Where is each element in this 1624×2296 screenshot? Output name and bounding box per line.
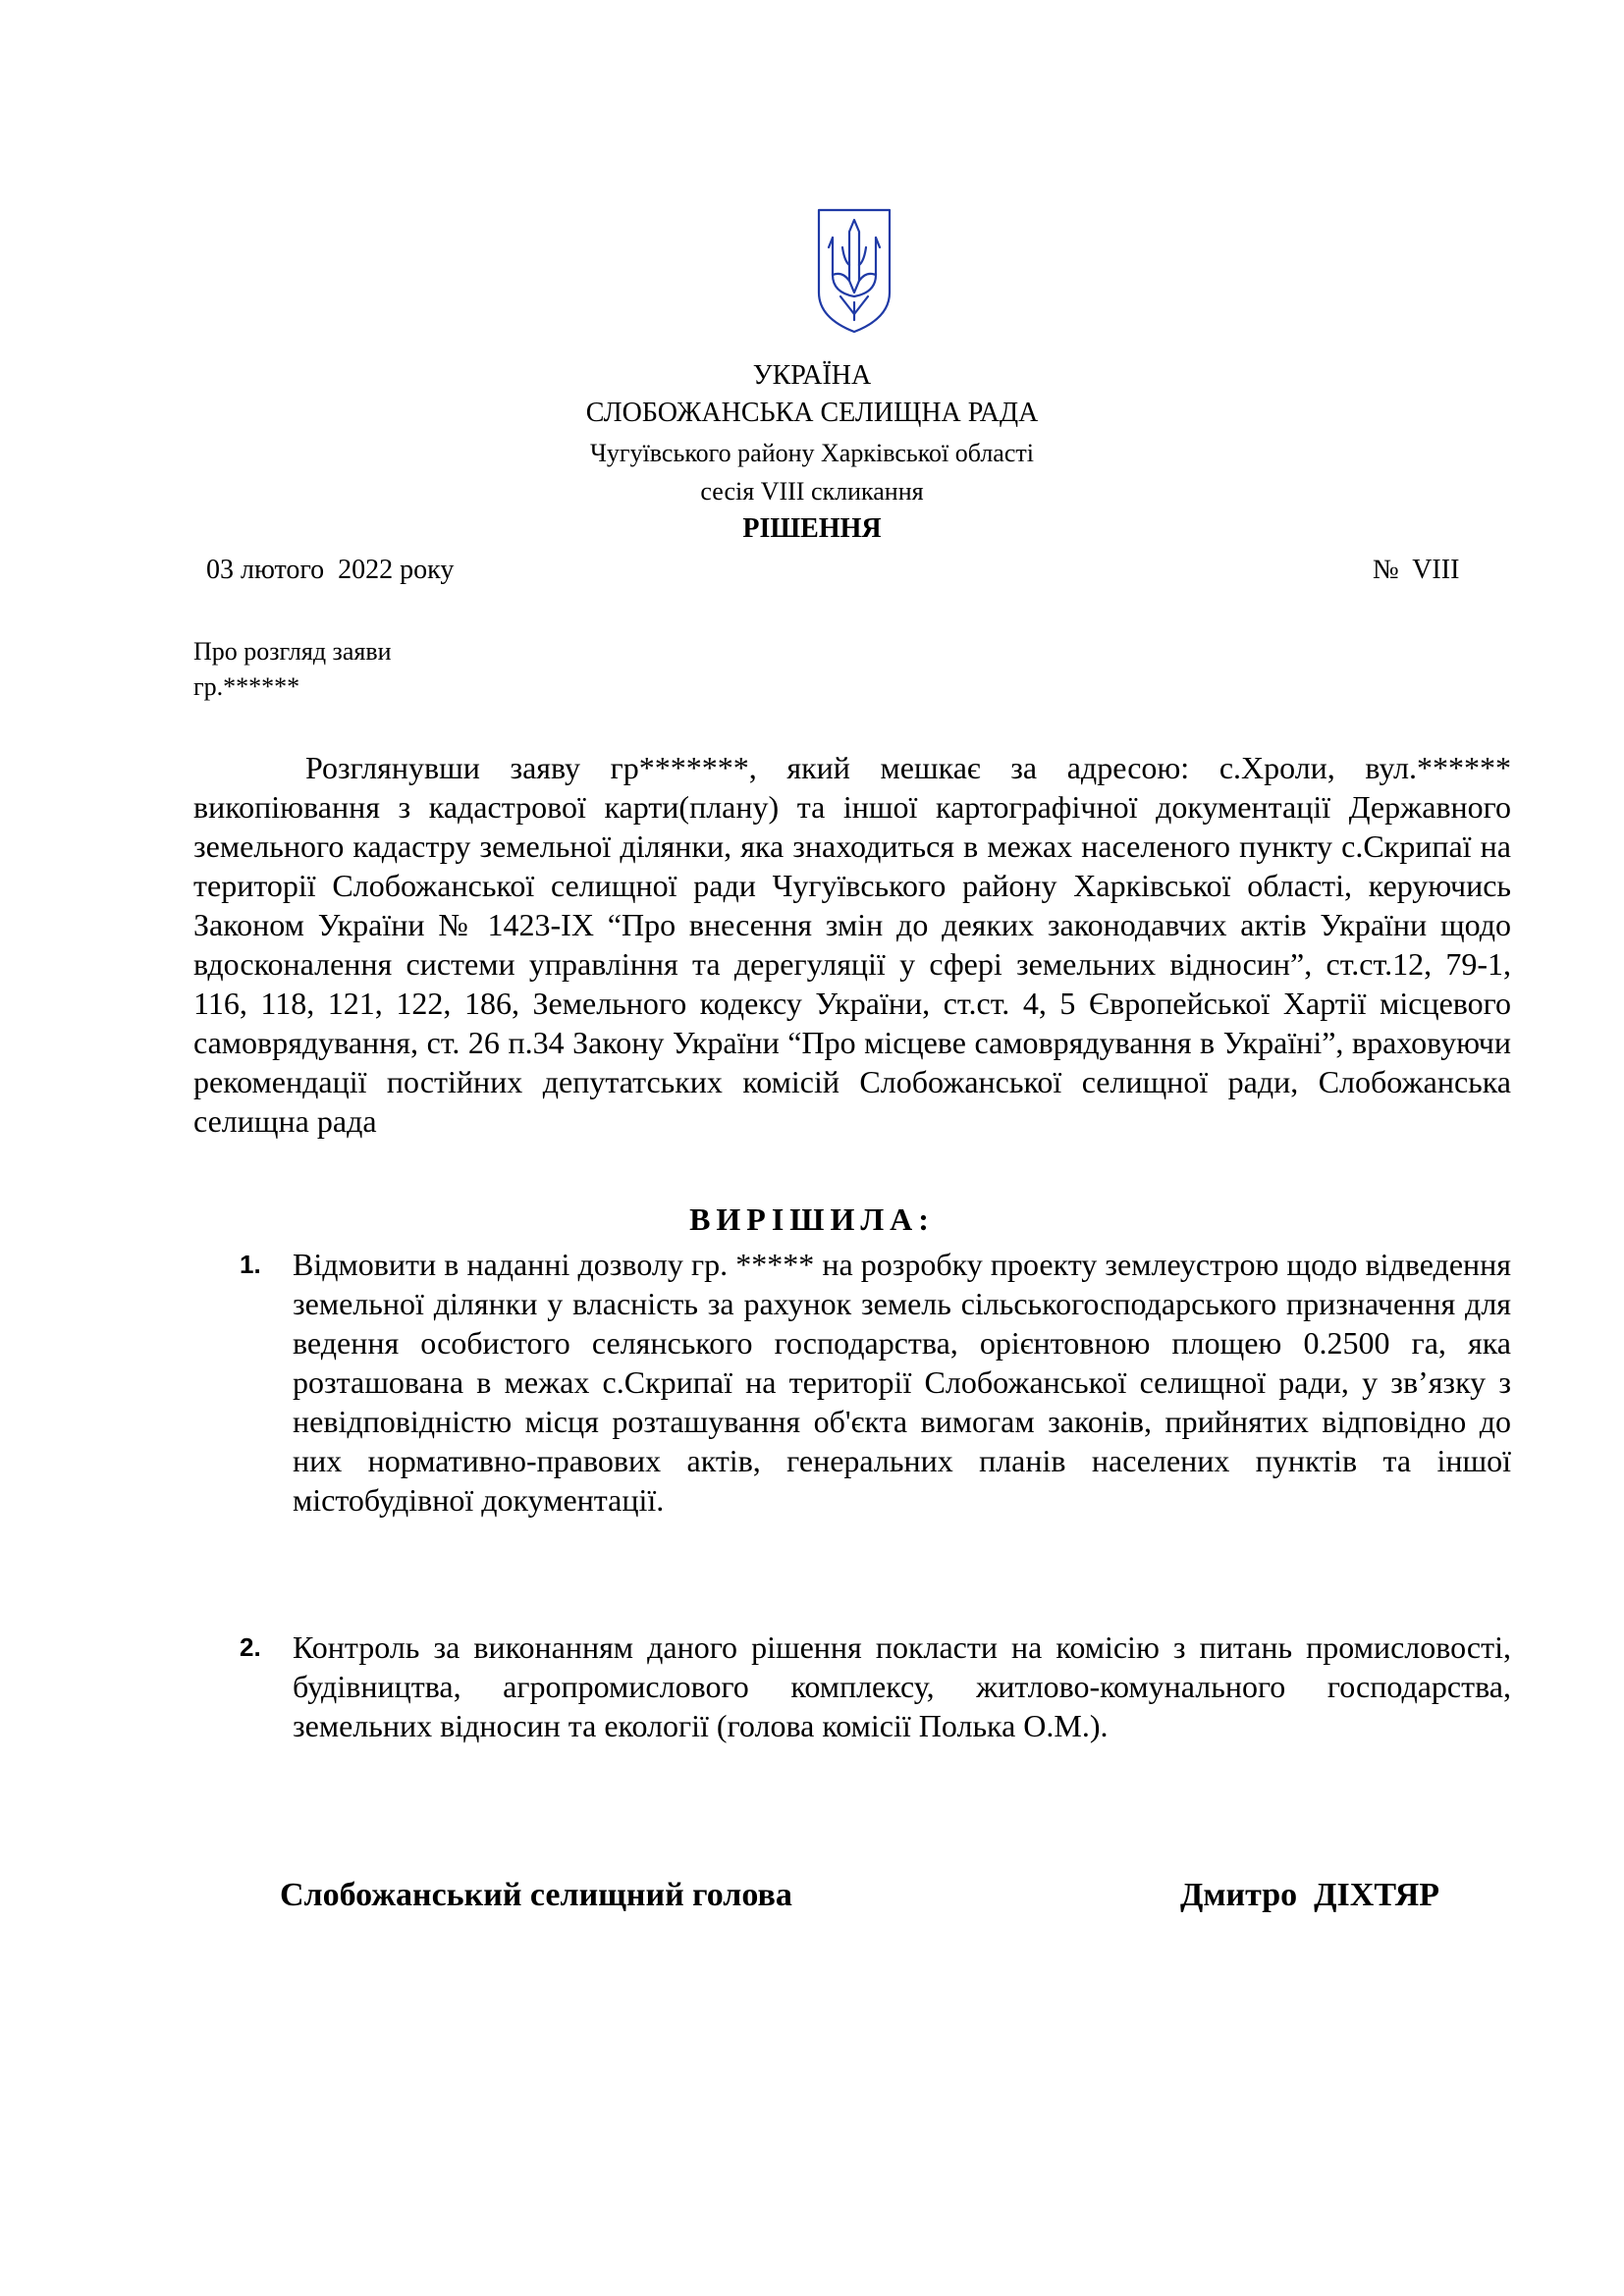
resolution-item — [240, 1245, 1511, 1520]
header-session: сесія VIII скликання — [700, 477, 924, 506]
item-text: Відмовити в наданні дозволу гр. ***** на розробку проекту землеустрою щодо відведення земельної ділянки у власність за рахунок земель сільськогосподарського призначення для ведення особистого селянського господарства, орієнтовною площею 0.2500 га, яка розташована в межах с.Скрипаї на території Слобожанської селищної ради, у зв’язку з невідповідністю місця розташування об'єкта вимогам законів, прийнятих відповідно до них нормативно-правових актів, генеральних планів населених пунктів та іншої містобудівної документації. — [293, 1247, 1511, 1518]
item-number: 1. — [240, 1250, 261, 1279]
preamble-paragraph: Розглянувши заяву гр*******, який мешкає за адресою: с.Хроли, вул.****** викопіювання з кадастрової карти(плану) та іншої картографічної документації Державного земельного кадастру земельної ділянки, яка знаходиться в межах населеного пункту с.Скрипаї на території Слобожанської селищної ради Чугуївського району Харківської області, керуючись Законом України № 1423-IX “Про внесення змін до деяких законодавчих актів України щодо вдосконалення системи управління та дерегуляції у сфері земельних відносин”, ст.ст.12, 79-1, 116, 118, 121, 122, 186, Земельного кодексу України, ст.ст. 4, 5 Європейської Хартії місцевого самоврядування, ст. 26 п.34 Закону України “Про місцеве самоврядування в Україні”, враховуючи рекомендації постійних депутатських комісій Слобожанської селищної ради, Слобожанська селищна рада — [193, 750, 1511, 1139]
resolved-heading: ВИРІШИЛА: — [689, 1201, 935, 1237]
coat-of-arms-icon — [815, 208, 893, 334]
resolution-item — [240, 1628, 1511, 1745]
decision-subject — [193, 634, 392, 705]
header-council: СЛОБОЖАНСЬКА СЕЛИЩНА РАДА — [585, 398, 1039, 428]
subject-line-1: Про розгляд заяви — [193, 637, 392, 666]
decision-number: № VIII — [1373, 555, 1460, 585]
signatory-name: Дмитро ДІХТЯР — [1180, 1877, 1440, 1913]
signatory-title: Слобожанський селищний голова — [280, 1877, 792, 1913]
item-number: 2. — [240, 1632, 261, 1662]
header-district: Чугуївського району Харківської області — [590, 439, 1034, 467]
header-country: УКРАЇНА — [752, 360, 872, 391]
decision-date: 03 лютого 2022 року — [206, 555, 455, 585]
item-text: Контроль за виконанням даного рішення покласти на комісію з питань промисловості, будівництва, агропромислового комплексу, житлово-комунального господарства, земельних відносин та екології (голова комісії Полька О.М.). — [293, 1629, 1511, 1743]
document-type-title: РІШЕННЯ — [742, 513, 882, 544]
subject-line-2: гр.****** — [193, 672, 300, 701]
